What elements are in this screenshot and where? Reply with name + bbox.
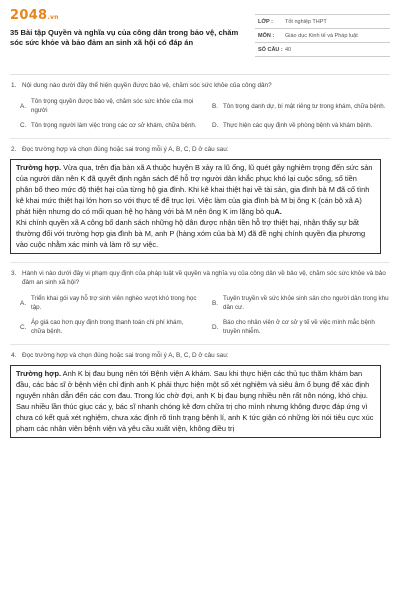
- meta-value: Tốt nghiệp THPT: [285, 18, 327, 25]
- option-text: Báo cho nhân viên ở cơ sở y tế về việc mình mắc bệnh truyền nhiễm.: [223, 319, 375, 335]
- question-4: [10, 351, 390, 438]
- option-letter: A.: [20, 102, 27, 110]
- case-text: Anh K bị đau bụng nên tới Bệnh viện A khám. Sau khi thực hiện các thủ tục thăm khám ban đầu, các bác sĩ ở bệnh viện chỉ định anh K phải thực hiện một số xét nghiệm và siêu âm ổ bụng để xác định nguyên nhân dẫn đến các cơn đau. Trong lúc chờ đợi, anh K bị đau bụng nhiều nên rất nôn nóng, khó chịu. Sau nhiều lần thúc giục các y, bác sĩ nhanh chóng kê đơn chữa trị cho mình nhưng không được đáp ứng vì chưa có kết quả xét nghiệm, chưa xác định rõ tình trạng bệnh lí, anh K tức giận có những lời nói tiêu cực xúc phạm các nhân viên bệnh viện và yêu cầu xuất viện, không điều trị: [16, 369, 374, 433]
- answer-options: [20, 294, 390, 336]
- case-label: Trường hợp.: [16, 163, 62, 172]
- logo-text: 2048: [10, 8, 48, 23]
- option-letter: D.: [212, 122, 219, 129]
- question-number: 3.: [11, 270, 17, 277]
- case-label: Trường hợp.: [16, 369, 62, 378]
- option-text: Tôn trọng quyền được bảo vệ, chăm sóc sức khỏe của mọi người: [31, 98, 194, 114]
- option-text: Triển khai gói vay hỗ trợ sinh viên nghèo vượt khó trong học tập.: [31, 295, 197, 311]
- case-paragraph: [16, 368, 375, 434]
- question-stem: [10, 145, 390, 154]
- question-stem: [10, 351, 390, 360]
- meta-key: SỐ CÂU :: [258, 46, 283, 53]
- question-2: [10, 145, 390, 254]
- document-title: 35 Bài tập Quyền và nghĩa vụ của công dân trong bảo vệ, chăm sóc sức khỏe và bảo đảm an sinh xã hội có đáp án: [10, 28, 239, 47]
- site-logo[interactable]: [10, 8, 240, 26]
- option-letter: C.: [20, 323, 27, 331]
- option-text: Tôn trọng người làm việc trong các cơ sở khám, chữa bệnh.: [31, 122, 197, 129]
- option-letter: C.: [20, 122, 27, 129]
- question-number: 1.: [11, 82, 17, 89]
- option-b[interactable]: [212, 294, 390, 312]
- question-stem: [10, 269, 390, 287]
- question-text: Đọc trường hợp và chọn đúng hoặc sai trong mỗi ý A, B, C, D ở câu sau:: [22, 352, 229, 359]
- question-separator: [10, 344, 390, 345]
- option-text: Thực hiện các quy định về phòng bệnh và khám bệnh.: [223, 122, 373, 129]
- question-stem: [10, 81, 390, 90]
- question-text: Nội dung nào dưới đây thể hiện quyền được bảo vệ, chăm sóc sức khỏe của công dân?: [22, 82, 272, 89]
- meta-table: [255, 14, 390, 57]
- question-3: [10, 269, 390, 336]
- option-c[interactable]: [20, 318, 198, 336]
- meta-key: MÔN :: [258, 32, 275, 39]
- meta-row-subject: [255, 29, 390, 43]
- option-b[interactable]: [212, 97, 390, 115]
- question-number: 2.: [11, 146, 17, 153]
- option-d[interactable]: [212, 318, 390, 336]
- case-text: Vừa qua, trên địa bàn xã A thuộc huyện B xảy ra lũ ống, lũ quét gây nghiêm trọng đến sức sản của người dân nên K đã quyết định ngân sách để hỗ trợ người dân khắc phục khó lại cuộc sống, số tiền phân bổ theo mức độ thiệt hại của từng hộ gia đình. Khi kê khai thiệt hại về tài sản, gia đình bà M đã cố tình kê khai mức thiệt hại lớn hơn so với thực tế để trục lợi. Việc làm của gia đình bà M bị ông K (cán bộ xã A) phát hiện nhưng do có mối quan hệ họ hàng với bà M nên ông K im lặng bỏ qu: [16, 163, 373, 216]
- option-text: Áp giá cao hơn quy định trong thanh toán chi phí khám, chữa bệnh.: [31, 319, 184, 335]
- question-separator: [10, 138, 390, 139]
- document-header: [10, 8, 390, 70]
- meta-key: LỚP :: [258, 18, 273, 25]
- meta-row-count: [255, 43, 390, 57]
- option-a[interactable]: [20, 294, 198, 312]
- case-paragraph: Khi chính quyền xã A công bố danh sách những hộ dân được nhận tiền hỗ trợ thiệt hại, nhận thấy sự bất thường đối với trường hợp gia đình bà M, anh P (hàng xóm của bà M) đã đề nghị chính quyền địa phương vào cuộc nhằm xác minh và làm rõ sự việc.: [16, 218, 366, 249]
- option-d[interactable]: [212, 121, 390, 130]
- question-separator: [10, 262, 390, 263]
- question-number: 4.: [11, 352, 17, 359]
- option-a[interactable]: [20, 97, 198, 115]
- case-box: [10, 159, 381, 254]
- option-letter: D.: [212, 323, 219, 331]
- meta-value: 40: [285, 46, 292, 53]
- meta-row-grade: [255, 15, 390, 29]
- case-box: [10, 365, 381, 438]
- case-text-end: A.: [274, 207, 282, 216]
- case-paragraph: [16, 162, 375, 217]
- logo-tld: .vn: [47, 14, 59, 21]
- option-text: Tuyên truyền về sức khỏe sinh sản cho người dân trong khu dân cư.: [223, 295, 389, 311]
- question-1: [10, 81, 390, 130]
- option-c[interactable]: [20, 121, 198, 130]
- option-letter: A.: [20, 299, 27, 307]
- header-divider: [10, 74, 390, 75]
- option-letter: B.: [212, 299, 219, 307]
- brand-block: [10, 8, 240, 48]
- question-text: Đọc trường hợp và chọn đúng hoặc sai trong mỗi ý A, B, C, D ở câu sau:: [22, 146, 229, 153]
- answer-options: [20, 97, 390, 130]
- meta-value: Giáo dục Kinh tế và Pháp luật: [285, 32, 358, 39]
- question-text: Hành vi nào dưới đây vi phạm quy định của pháp luật về quyền và nghĩa vụ của công dân về bảo vệ, chăm sóc sức khỏe và bảo đảm an sinh xã hội?: [22, 270, 386, 286]
- option-letter: B.: [212, 102, 219, 110]
- option-text: Tôn trọng danh dự, bí mật riêng tư trong khám, chữa bệnh.: [223, 102, 386, 110]
